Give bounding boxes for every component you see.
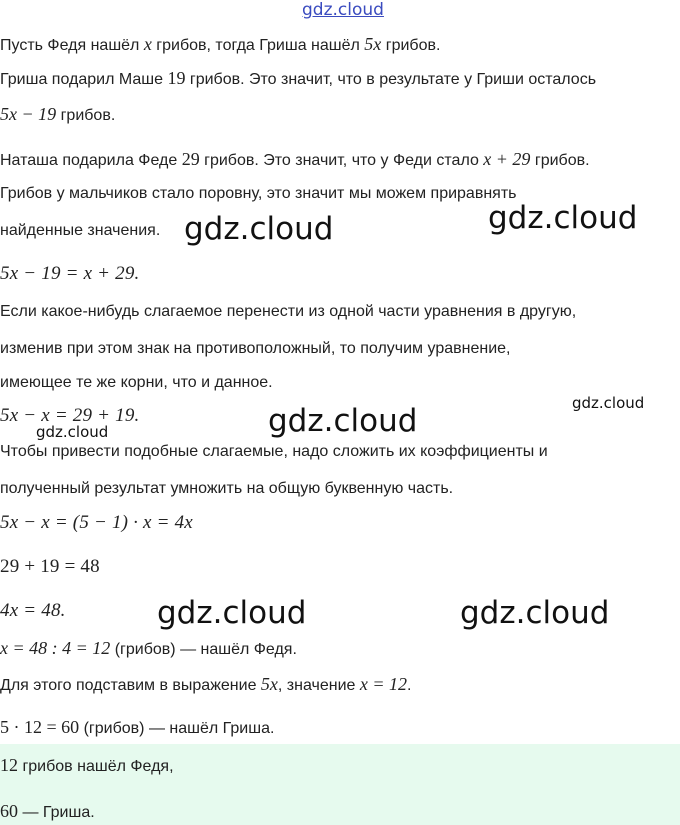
text: Гриша подарил Маше: [0, 71, 168, 88]
text-line-8: Если какое-нибудь слагаемое перенести из одной части уравнения в другую,: [0, 303, 577, 320]
math-number: 60: [0, 801, 18, 821]
text: (грибов) — нашёл Федя.: [110, 641, 297, 658]
math-expr: 5x − 19: [0, 104, 57, 124]
math-expr: 5x: [364, 34, 382, 54]
text: грибов. Это значит, что в результате у Гриши осталось: [185, 71, 597, 88]
math-var: x: [143, 34, 152, 54]
watermark: gdz.cloud: [184, 211, 334, 247]
text-line-3: [0, 102, 115, 128]
equation-2: 5x − x = 29 + 19.: [0, 405, 140, 426]
text-line-5: Грибов у мальчиков стало поровну, это значит мы можем приравнять: [0, 185, 517, 202]
text: Для этого подставим в выражение: [0, 677, 261, 694]
text: Наташа подарила Феде: [0, 152, 182, 169]
watermark-top: gdz.cloud: [302, 0, 384, 20]
answer-line-2: [0, 799, 95, 825]
text: (грибов) — нашёл Гриша.: [79, 720, 275, 737]
text: грибов.: [56, 107, 116, 124]
watermark: gdz.cloud: [460, 595, 610, 631]
answer-line-1: [0, 753, 174, 779]
watermark: gdz.cloud: [572, 394, 645, 412]
text-line-17: [0, 636, 297, 662]
equation-1: 5x − 19 = x + 29.: [0, 263, 140, 284]
math-expr: x = 48 : 4 = 12: [0, 638, 111, 658]
text: — Гриша.: [18, 804, 95, 821]
text-line-9: изменив при этом знак на противоположный, то получим уравнение,: [0, 340, 511, 357]
text-line-4: [0, 147, 590, 173]
text: .: [407, 677, 412, 694]
text: Пусть Федя нашёл: [0, 37, 144, 54]
watermark: gdz.cloud: [268, 403, 418, 439]
equation-5: 4x = 48.: [0, 600, 66, 621]
text-line-13: полученный результат умножить на общую буквенную часть.: [0, 480, 454, 497]
text: грибов. Это значит, что у Феди стало: [199, 152, 484, 169]
text: , значение: [277, 677, 360, 694]
text-line-6: найденные значения.: [0, 222, 161, 239]
math-number: 29: [181, 149, 200, 169]
watermark: gdz.cloud: [488, 200, 638, 236]
watermark: gdz.cloud: [36, 423, 109, 441]
equation-3: 5x − x = (5 − 1) · x = 4x: [0, 512, 193, 533]
text: грибов.: [530, 152, 590, 169]
text-line-2: [0, 66, 596, 92]
math-expr: 5 · 12 = 60: [0, 717, 80, 737]
text-line-18: [0, 672, 411, 698]
math-number: 19: [167, 68, 186, 88]
math-expr: x + 29: [483, 149, 531, 169]
text: грибов.: [381, 37, 441, 54]
math-expr: x = 12: [359, 674, 408, 694]
math-expr: 5x: [260, 674, 278, 694]
text: грибов нашёл Федя,: [18, 758, 174, 775]
text-line-1: [0, 32, 440, 58]
text: грибов, тогда Гриша нашёл: [151, 37, 365, 54]
math-number: 12: [0, 755, 18, 775]
text-line-12: Чтобы привести подобные слагаемые, надо сложить их коэффициенты и: [0, 443, 548, 460]
watermark: gdz.cloud: [157, 595, 307, 631]
text-line-19: [0, 715, 274, 741]
text-line-10: имеющее те же корни, что и данное.: [0, 374, 273, 391]
equation-4: 29 + 19 = 48: [0, 556, 100, 577]
